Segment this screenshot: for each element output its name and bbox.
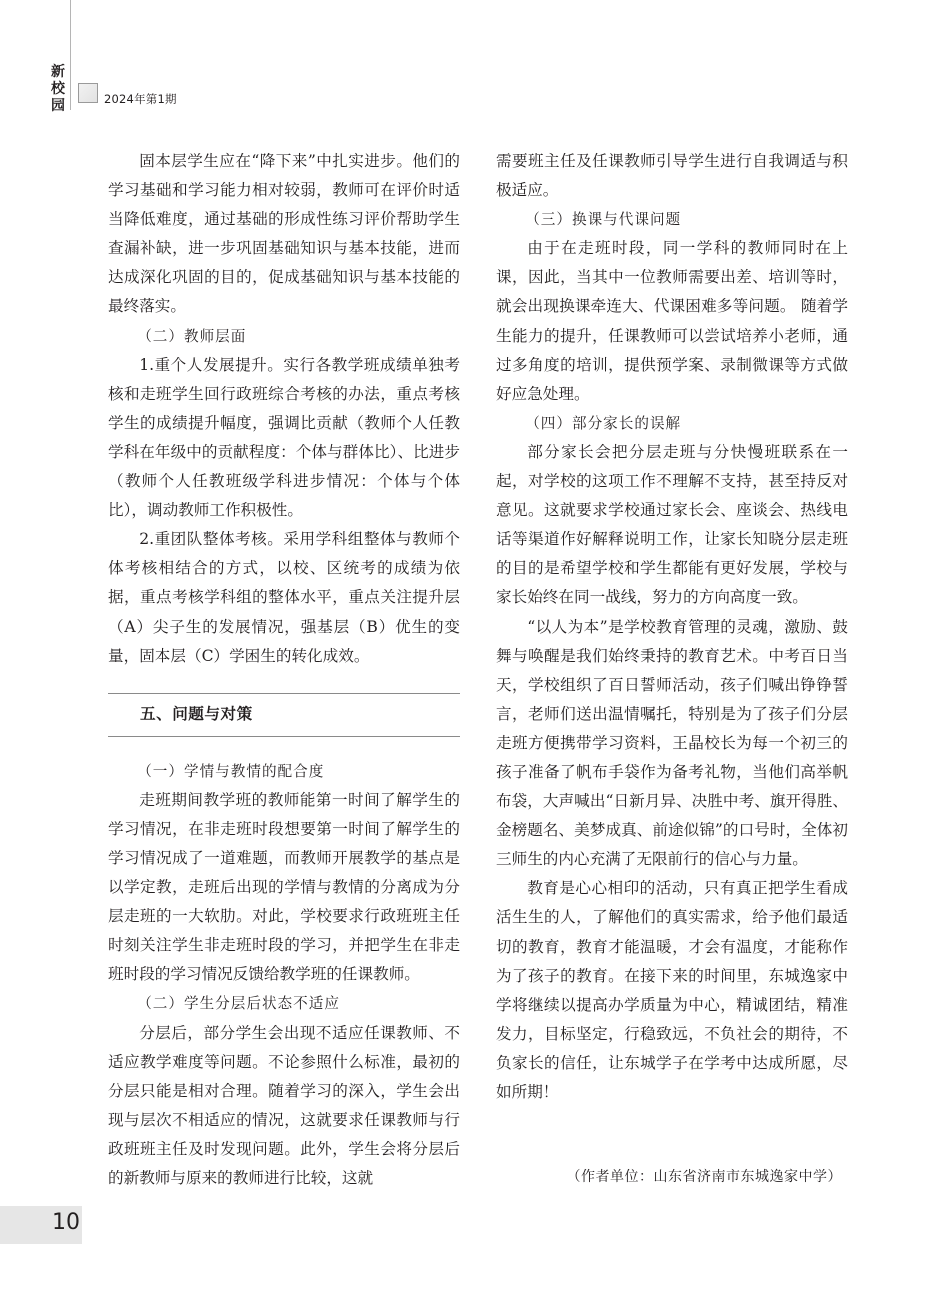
right-column bbox=[496, 147, 848, 1107]
subheading: （四）部分家长的误解 bbox=[525, 414, 682, 432]
paragraph: 需要班主任及任课教师引导学生进行自我调适与积极适应。 bbox=[496, 152, 848, 200]
section-heading-bar bbox=[108, 693, 460, 737]
page-number: 10 bbox=[52, 1210, 80, 1235]
header-divider-line bbox=[70, 0, 71, 110]
issue-label: 2024年第1期 bbox=[104, 92, 177, 106]
paragraph: 固本层学生应在“降下来”中扎实进步。他们的学习基础和学习能力相对较弱，教师可在评价时适当降低难度，通过基础的形成性练习评价帮助学生查漏补缺，进一步巩固基础知识与基本技能，进而达成深化巩固的目的，促成基础知识与基本技能的最终落实。 bbox=[108, 152, 460, 316]
paragraph: 教育是心心相印的活动，只有真正把学生看成活生生的人，了解他们的真实需求，给予他们最适切的教育，教育才能温暖，才会有温度，才能称作为了孩子的教育。在接下来的时间里，东城逸家中学将继续以提高办学质量为中心，精诚团结，精准发力，目标坚定，行稳致远，不负社会的期待，不负家长的信任，让东城学子在学考中达成所愿，尽如所期！ bbox=[496, 879, 848, 1101]
subheading: （二）教师层面 bbox=[137, 327, 247, 345]
paragraph: 分层后，部分学生会出现不适应任课教师、不适应教学难度等问题。不论参照什么标准，最初的分层只能是相对合理。随着学习的深入，学生会出现与层次不相适应的情况，这就要求任课教师与行政班班主任及时发现问题。此外，学生会将分层后的新教师与原来的教师进行比较，这就 bbox=[108, 1023, 460, 1187]
paragraph: “以人为本”是学校教育管理的灵魂，激励、鼓舞与唤醒是我们始终秉持的教育艺术。中考百日当天，学校组织了百日誓师活动，孩子们喊出铮铮誓言，老师们送出温情嘱托，特别是为了孩子们分层走班方便携带学习资料，王晶校长为每一个初三的孩子准备了帆布手袋作为备考礼物，当他们高举帆布袋，大声喊出“日新月异、决胜中考、旗开得胜、金榜题名、美梦成真、前途似锦”的口号时，全体初三师生的内心充满了无限前行的信心与力量。 bbox=[496, 617, 848, 869]
paragraph: 2.重团队整体考核。采用学科组整体与教师个体考核相结合的方式，以校、区统考的成绩为依据，重点考核学科组的整体水平，重点关注提升层（A）尖子生的发展情况，强基层（B）优生的变量，固本层（C）学困生的转化成效。 bbox=[108, 530, 460, 665]
paragraph: 部分家长会把分层走班与分快慢班联系在一起，对学校的这项工作不理解不支持，甚至持反对意见。这就要求学校通过家长会、座谈会、热线电话等渠道作好解释说明工作，让家长知晓分层走班的目的是希望学校和学生都能有更好发展，学校与家长始终在同一战线，努力的方向高度一致。 bbox=[496, 442, 848, 607]
section-title: 五、问题与对策 bbox=[140, 705, 253, 724]
author-affiliation: （作者单位：山东省济南市东城逸家中学） bbox=[566, 1169, 842, 1185]
brand-char: 校 bbox=[51, 81, 65, 97]
paragraph: 由于在走班时段，同一学科的教师同时在上课，因此，当其中一位教师需要出差、培训等时，就会出现换课牵连大、代课困难多等问题。 随着学生能力的提升，任课教师可以尝试培养小老师，通过多角度的培训，提供预学案、录制微课等方式做好应急处理。 bbox=[496, 239, 848, 403]
brand-char: 新 bbox=[51, 64, 65, 80]
left-column bbox=[108, 147, 460, 1193]
subheading: （二）学生分层后状态不适应 bbox=[137, 995, 340, 1013]
subheading: （一）学情与教情的配合度 bbox=[137, 762, 325, 780]
brand-char: 园 bbox=[51, 98, 65, 114]
paragraph: 走班期间教学班的教师能第一时间了解学生的学习情况，在非走班时段想要第一时间了解学生的学习情况成了一道难题，而教师开展教学的基点是以学定教，走班后出现的学情与教情的分离成为分层走班的一大软肋。对此，学校要求行政班班主任时刻关注学生非走班时段的学习，并把学生在非走班时段的学习情况反馈给教学班的任课教师。 bbox=[108, 790, 460, 984]
magazine-brand bbox=[48, 64, 68, 115]
issue-marker-box bbox=[78, 83, 98, 103]
subheading: （三）换课与代课问题 bbox=[525, 211, 682, 229]
paragraph: 1.重个人发展提升。实行各教学班成绩单独考核和走班学生回行政班综合考核的办法，重点考核学生的成绩提升幅度，强调比贡献（教师个人任教学科在年级中的贡献程度：个体与群体比）、比进步（教师个人任教班级学科进步情况：个体与个体比），调动教师工作积极性。 bbox=[108, 355, 460, 520]
